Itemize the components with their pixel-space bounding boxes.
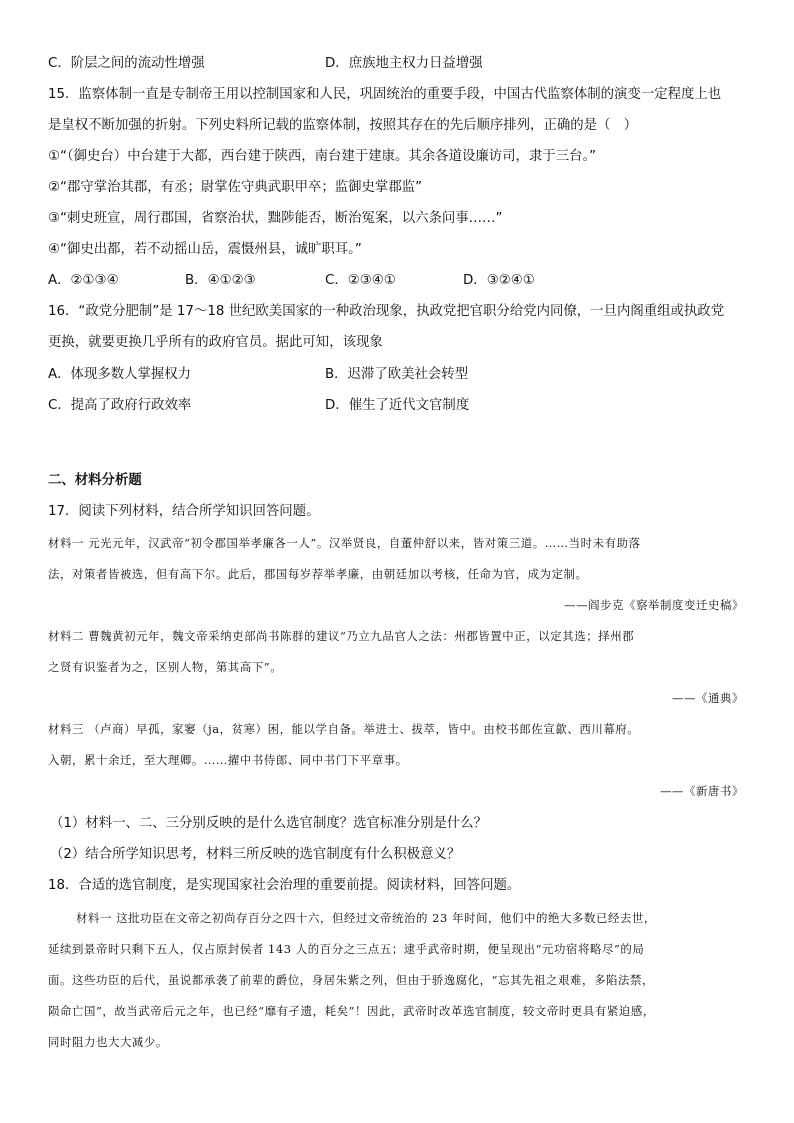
q16-option-d[interactable]: D．催生了近代文官制度: [325, 398, 470, 413]
q17-stem: 17．阅读下列材料，结合所学知识回答问题。: [48, 504, 320, 519]
q17-material2-line1: 材料二 曹魏黄初元年，魏文帝采纳吏部尚书陈群的建议“乃立九品官人之法：州郡皆置中正，以定其选；择州郡: [48, 629, 635, 643]
q17-material1-source: ——阎步克《察举制度变迁史稿》: [564, 598, 744, 612]
q14-option-d[interactable]: D．庶族地主权力日益增强: [325, 56, 483, 71]
q15-option-d[interactable]: D．③②④①: [463, 273, 535, 288]
q18-material1-line3: 面。这些功臣的后代，虽说都承袭了前辈的爵位，身居朱紫之列，但由于骄逸腐化，“忘其先祖之艰难，多陷法禁，: [48, 973, 654, 987]
q17-material1-line1: 材料一 元光元年，汉武帝“初令郡国举孝廉各一人”。汉举贤良，自董仲舒以来，皆对策三道。……当时未有助落: [48, 536, 641, 550]
q16-option-c[interactable]: C．提高了政府行政效率: [48, 398, 192, 413]
q18-stem: 18．合适的选官制度，是实现国家社会治理的重要前提。阅读材料，回答问题。: [48, 878, 521, 893]
q15-option-c[interactable]: C．②③④①: [325, 273, 396, 288]
q15-item-1: ①“（御史台）中台建于大都，西台建于陕西，南台建于建康。其余各道设廉访司，隶于三台。”: [48, 149, 597, 164]
q16-option-b[interactable]: B．迟滞了欧美社会转型: [325, 367, 469, 382]
q14-option-c[interactable]: C．阶层之间的流动性增强: [48, 56, 205, 71]
q17-material3-line2: 入朝，累十余迁，至大理卿。……擢中书侍郎、同中书门下平章事。: [48, 753, 408, 767]
q15-option-b[interactable]: B．④①②③: [185, 273, 256, 288]
q17-subquestion-1: （1）材料一、二、三分别反映的是什么选官制度？选官标准分别是什么？: [50, 816, 488, 831]
q15-stem-line2: 是皇权不断加强的折射。下列史料所记载的监察体制，按照其存在的先后顺序排列，正确的是（ ）: [48, 118, 638, 133]
q18-material1-line4: 陨命亡国”，故当武帝后元之年，也已经“靡有孑遗，耗矣”！因此，武帝时改革选官制度，较文帝时更具有紧迫感，: [48, 1004, 655, 1018]
q18-material1-line1: 材料一 这批功臣在文帝之初尚存百分之四十六，但经过文帝统治的 23 年时间，他们中的绝大多数已经去世，: [76, 911, 656, 925]
q15-item-4: ④“御史出都，若不动摇山岳，震慑州县，诚旷职耳。”: [48, 242, 362, 257]
q18-material1-line2: 延续到景帝时只剩下五人，仅占原封侯者 143 人的百分之三点五；逮乎武帝时期，便呈现出“元功宿将略尽”的局: [48, 942, 645, 956]
q16-option-a[interactable]: A．体现多数人掌握权力: [48, 367, 192, 382]
q15-option-a[interactable]: A．②①③④: [48, 273, 119, 288]
q15-item-2: ②“郡守掌治其郡，有丞；尉掌佐守典武职甲卒；监御史掌郡监”: [48, 180, 423, 195]
q17-material2-source: ——《通典》: [672, 691, 744, 705]
q17-subquestion-2: （2）结合所学知识思考，材料三所反映的选官制度有什么积极意义？: [50, 847, 461, 862]
section-title: 二、材料分析题: [48, 473, 142, 488]
q15-stem-line1: 15．监察体制一直是专制帝王用以控制国家和人民，巩固统治的重要手段，中国古代监察体制的演变一定程度上也: [48, 87, 722, 102]
q16-stem-line2: 更换，就要更换几乎所有的政府官员。据此可知，该现象: [48, 335, 383, 350]
q17-material2-line2: 之贤有识鉴者为之，区别人物，第其高下”。: [48, 660, 283, 674]
q17-material1-line2: 法，对策者皆被选，但有高下尔。此后，郡国每岁荐举孝廉，由朝廷加以考核，任命为官，成为定制。: [48, 567, 588, 581]
q18-material1-line5: 同时阻力也大大减少。: [48, 1035, 168, 1049]
q17-material3-source: ——《新唐书》: [660, 784, 744, 798]
q16-stem-line1: 16．“政党分肥制”是 17～18 世纪欧美国家的一种政治现象，执政党把官职分给党内同僚，一旦内阁重组或执政党: [48, 304, 725, 319]
q15-item-3: ③“刺史班宣，周行郡国，省察治状，黜陟能否，断治冤案，以六条问事……”: [48, 211, 503, 226]
q17-material3-line1: 材料三 （卢商）早孤，家窭（ja，贫寒）困，能以学自备。举进士、拔萃，皆中。由校书郎佐宣歙、西川幕府。: [48, 722, 640, 736]
